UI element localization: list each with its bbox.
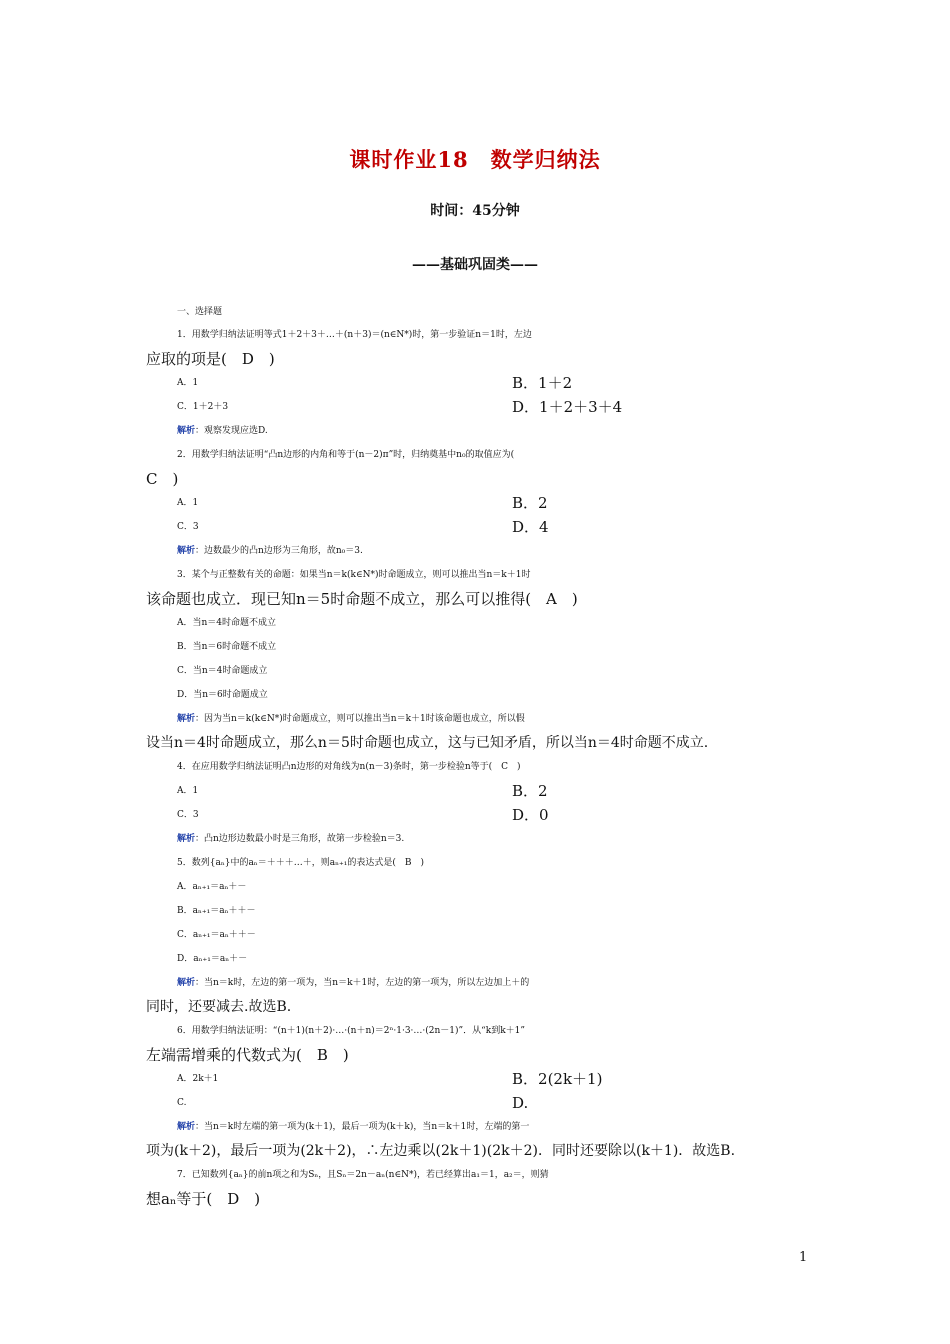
explain-label: 解析: [177, 714, 196, 724]
q3-explanation-line1: 解析：因为当n＝k(k∈N*)时命题成立，则可以推出当n＝k＋1时该命题也成立，所以假: [177, 714, 525, 724]
q2-option-b: B．2: [512, 494, 548, 512]
q5-option-c: C．aₙ₊₁＝aₙ＋＋－: [177, 930, 256, 940]
q6-stem-line1: 6．用数学归纳法证明：“(n＋1)(n＋2)·…·(n＋n)＝2ⁿ·1·3·…·(2n－1)”．从“k到k＋1”: [177, 1026, 525, 1036]
q3-option-d: D．当n＝6时命题成立: [177, 690, 268, 700]
q5-option-d: D．aₙ₊₁＝aₙ＋－: [177, 954, 248, 964]
explain-label: 解析: [177, 426, 196, 436]
part-heading: 一、选择题: [177, 307, 223, 317]
time-limit: 时间：45分钟: [430, 203, 520, 219]
q1-option-a: A．1: [177, 378, 199, 388]
q1-stem-line1: 1．用数学归纳法证明等式1＋2＋3＋…＋(n＋3)＝(n∈N*)时，第一步验证n＝1时，左边: [177, 330, 532, 340]
q6-explanation-line1: 解析：当n＝k时左端的第一项为(k＋1)，最后一项为(k＋k)，当n＝k＋1时，左端的第一: [177, 1122, 530, 1132]
q1-option-c: C．1＋2＋3: [177, 402, 229, 412]
q5-option-b: B．aₙ₊₁＝aₙ＋＋－: [177, 906, 256, 916]
q4-option-b: B．2: [512, 782, 548, 800]
q6-option-c: C.: [177, 1098, 187, 1108]
q3-explanation-line2: 设当n＝4时命题成立，那么n＝5时命题也成立，这与已知矛盾，所以当n＝4时命题不成立.: [146, 735, 709, 751]
q7-stem-line2: 想aₙ等于( D ): [146, 1190, 261, 1208]
q4-stem-line1: 4．在应用数学归纳法证明凸n边形的对角线为n(n－3)条时，第一步检验n等于( C ): [177, 762, 521, 772]
q6-stem-line2: 左端需增乘的代数式为( B ): [146, 1046, 349, 1064]
q3-stem-line1: 3．某个与正整数有关的命题：如果当n＝k(k∈N*)时命题成立，则可以推出当n＝k＋1时: [177, 570, 531, 580]
q2-option-d: D．4: [512, 518, 549, 536]
q3-option-a: A．当n＝4时命题不成立: [177, 618, 277, 628]
q7-stem-line1: 7．已知数列{aₙ}的前n项之和为Sₙ，且Sₙ＝2n－aₙ(n∈N*)，若已经算出a₁＝1，a₂＝，则猜: [177, 1170, 549, 1180]
q6-option-d: D.: [512, 1094, 529, 1112]
explain-label: 解析: [177, 546, 196, 556]
q5-explanation-line2: 同时，还要减去.故选B.: [146, 999, 292, 1015]
q3-stem-line2: 该命题也成立．现已知n＝5时命题不成立，那么可以推得( A ): [146, 590, 578, 608]
q1-option-b: B．1＋2: [512, 374, 573, 392]
q4-option-a: A．1: [177, 786, 199, 796]
q4-option-c: C．3: [177, 810, 199, 820]
q6-option-b: B．2(2k＋1): [512, 1070, 603, 1088]
q1-stem-line2: 应取的项是( D ): [146, 350, 275, 368]
q4-explanation: 解析：凸n边形边数最小时是三角形，故第一步检验n＝3.: [177, 834, 405, 844]
page-title: 课时作业18 数学归纳法: [349, 147, 601, 172]
q3-option-c: C．当n＝4时命题成立: [177, 666, 268, 676]
q2-option-a: A．1: [177, 498, 199, 508]
q1-option-d: D．1＋2＋3＋4: [512, 398, 623, 416]
q4-option-d: D．0: [512, 806, 549, 824]
q2-stem-line2: C ): [146, 470, 179, 488]
q2-option-c: C．3: [177, 522, 199, 532]
q5-option-a: A．aₙ₊₁＝aₙ＋－: [177, 882, 247, 892]
explain-label: 解析: [177, 834, 196, 844]
explain-label: 解析: [177, 978, 196, 988]
explain-label: 解析: [177, 1122, 196, 1132]
q5-stem-line1: 5．数列{aₙ}中的aₙ＝＋＋＋…＋，则aₙ₊₁的表达式是( B ): [177, 858, 424, 868]
q6-explanation-line2: 项为(k＋2)，最后一项为(2k＋2)，∴左边乘以(2k＋1)(2k＋2)．同时还要除以(k＋1)．故选B.: [146, 1143, 736, 1159]
page-number: 1: [799, 1250, 808, 1265]
q3-option-b: B．当n＝6时命题不成立: [177, 642, 277, 652]
q1-explanation: 解析：观察发现应选D.: [177, 426, 268, 436]
q2-explanation: 解析：边数最少的凸n边形为三角形，故n₀＝3.: [177, 546, 363, 556]
q6-option-a: A．2k＋1: [177, 1074, 219, 1084]
q5-explanation-line1: 解析：当n＝k时，左边的第一项为，当n＝k＋1时，左边的第一项为，所以左边加上＋的: [177, 978, 530, 988]
section-heading: ——基础巩固类——: [412, 257, 538, 273]
q2-stem-line1: 2．用数学归纳法证明“凸n边形的内角和等于(n－2)π”时，归纳奠基中n₀的取值应为(: [177, 450, 515, 460]
